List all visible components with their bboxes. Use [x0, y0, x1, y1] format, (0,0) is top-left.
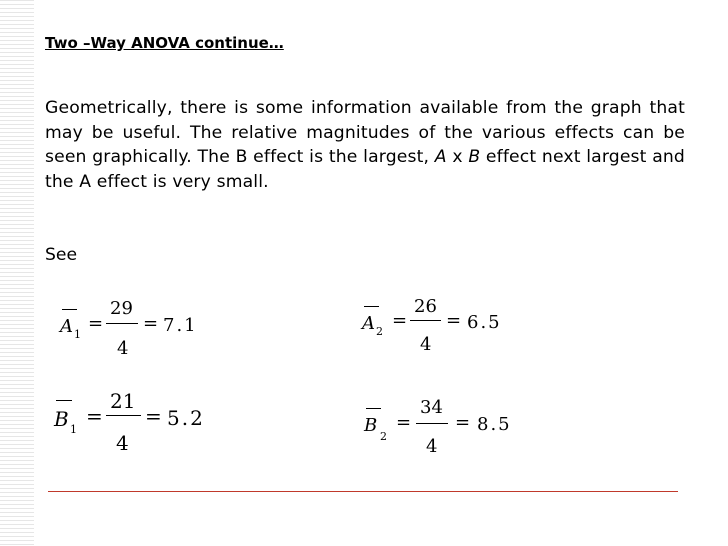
denominator: 4	[420, 334, 432, 355]
equals-sign-2: =	[446, 310, 462, 331]
equals-sign: =	[86, 404, 103, 428]
see-label: See	[45, 245, 78, 265]
mean-subscript: 2	[380, 430, 387, 443]
result-value: 6.5	[467, 312, 502, 333]
fraction-line	[106, 415, 141, 416]
equals-sign-2: =	[143, 313, 159, 334]
equals-sign-2: =	[455, 412, 471, 433]
mean-subscript: 1	[70, 423, 77, 436]
fraction-line	[106, 323, 138, 324]
mean-subscript: 2	[376, 325, 383, 338]
mean-subscript: 1	[74, 328, 81, 341]
mean-symbol: B	[54, 407, 69, 431]
symbol-b: B	[468, 147, 481, 168]
times-sign: x	[446, 147, 469, 168]
mean-overbar	[56, 400, 72, 401]
equals-sign-2: =	[145, 404, 162, 428]
slide-title: Two –Way ANOVA continue…	[45, 34, 284, 52]
mean-overbar	[62, 309, 77, 310]
numerator: 21	[110, 389, 136, 413]
equals-sign: =	[88, 313, 104, 334]
numerator: 29	[110, 298, 133, 319]
fraction-line	[410, 320, 441, 321]
mean-symbol: A	[60, 316, 73, 337]
denominator: 4	[426, 436, 438, 457]
equals-sign: =	[396, 412, 412, 433]
numerator: 34	[420, 397, 443, 418]
footer-divider	[48, 491, 678, 492]
denominator: 4	[117, 338, 129, 359]
mean-symbol: A	[362, 313, 375, 334]
result-value: 8.5	[477, 414, 512, 435]
mean-overbar	[366, 408, 381, 409]
mean-overbar	[364, 306, 379, 307]
mean-symbol: B	[364, 415, 378, 436]
symbol-a: A	[434, 147, 447, 168]
body-paragraph	[45, 96, 685, 194]
equals-sign: =	[392, 310, 408, 331]
paragraph-text-2: effect next largest and the A effect is very small.	[45, 147, 685, 192]
fraction-line	[416, 423, 448, 424]
result-value: 7.1	[163, 315, 198, 336]
numerator: 26	[414, 296, 437, 317]
denominator: 4	[116, 431, 129, 455]
result-value: 5.2	[167, 406, 205, 430]
paragraph-text-1: Geometrically, there is some information available from the graph that may be useful. The relative magnitudes of the various effects can be seen graphically. The B effect is the largest,	[45, 98, 685, 168]
